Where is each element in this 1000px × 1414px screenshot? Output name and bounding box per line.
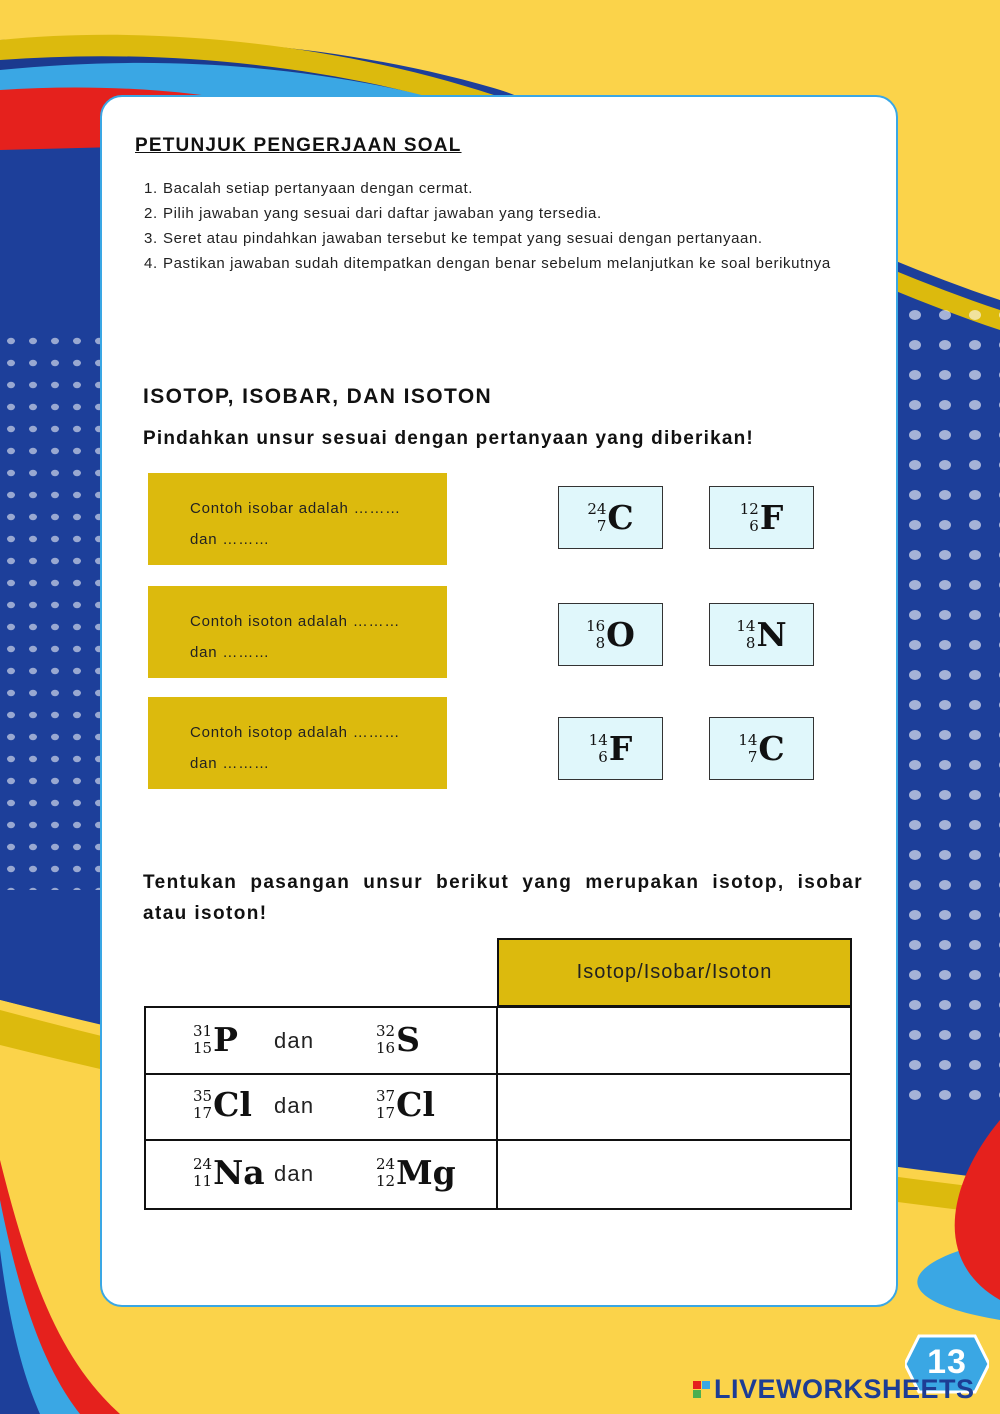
draggable-element[interactable]: 14 7 C bbox=[709, 717, 814, 780]
instructions-list bbox=[144, 176, 834, 276]
section-instruction: Pindahkan unsur sesuai dengan pertanyaan yang diberikan! bbox=[143, 428, 754, 449]
element-a: 24 11 Na bbox=[193, 1153, 265, 1192]
draggable-element[interactable]: 14 6 F bbox=[558, 717, 663, 780]
table-row bbox=[144, 1141, 852, 1210]
connector-text: dan bbox=[274, 1093, 315, 1118]
instruction-item: 1. Bacalah setiap pertanyaan dengan cermat. bbox=[144, 180, 474, 197]
liveworksheets-logo-icon bbox=[693, 1381, 710, 1398]
pair-cell bbox=[146, 1008, 498, 1073]
table-row bbox=[144, 1006, 852, 1075]
element-b: 24 12 Mg bbox=[376, 1153, 456, 1192]
instruction-item: 3. Seret atau pindahkan jawaban tersebut ke tempat yang sesuai dengan pertanyaan. bbox=[144, 230, 763, 247]
section-title: ISOTOP, ISOBAR, DAN ISOTON bbox=[143, 385, 493, 408]
instructions-title: PETUNJUK PENGERJAAN SOAL bbox=[135, 135, 462, 156]
answer-drop-cell[interactable] bbox=[498, 1141, 850, 1208]
table-row bbox=[144, 1073, 852, 1141]
instruction-item: 2. Pilih jawaban yang sesuai dari daftar jawaban yang tersedia. bbox=[144, 205, 602, 222]
brand-name: LIVEWORKSHEETS bbox=[714, 1374, 975, 1404]
connector-text: dan bbox=[274, 1161, 315, 1186]
draggable-element[interactable]: 12 6 F bbox=[709, 486, 814, 549]
table-question: Tentukan pasangan unsur berikut yang merupakan isotop, isobar atau isoton! bbox=[143, 872, 863, 924]
draggable-element[interactable]: 16 8 O bbox=[558, 603, 663, 666]
answer-drop-cell[interactable] bbox=[498, 1073, 850, 1139]
element-a: 35 17 Cl bbox=[193, 1085, 252, 1124]
drop-zone-isotop[interactable]: Contoh isotop adalah ……… dan ……… bbox=[148, 697, 447, 789]
answer-drop-cell[interactable] bbox=[498, 1008, 850, 1073]
pair-cell bbox=[146, 1141, 498, 1208]
brand-watermark bbox=[693, 1374, 975, 1405]
element-b: 37 17 Cl bbox=[376, 1085, 435, 1124]
instruction-item: 4. Pastikan jawaban sudah ditempatkan dengan benar sebelum melanjutkan ke soal berikutnya bbox=[144, 255, 831, 272]
pair-cell bbox=[146, 1073, 498, 1139]
drop-zone-isoton[interactable]: Contoh isoton adalah ……… dan ……… bbox=[148, 586, 447, 678]
element-a: 31 15 P bbox=[193, 1020, 238, 1059]
draggable-element[interactable]: 24 7 C bbox=[558, 486, 663, 549]
drop-zone-isobar[interactable]: Contoh isobar adalah ……… dan ……… bbox=[148, 473, 447, 565]
connector-text: dan bbox=[274, 1028, 315, 1053]
element-b: 32 16 S bbox=[376, 1020, 420, 1059]
draggable-element[interactable]: 14 8 N bbox=[709, 603, 814, 666]
table-header: Isotop/Isobar/Isoton bbox=[497, 938, 852, 1007]
page-number: 13 bbox=[927, 1343, 967, 1381]
